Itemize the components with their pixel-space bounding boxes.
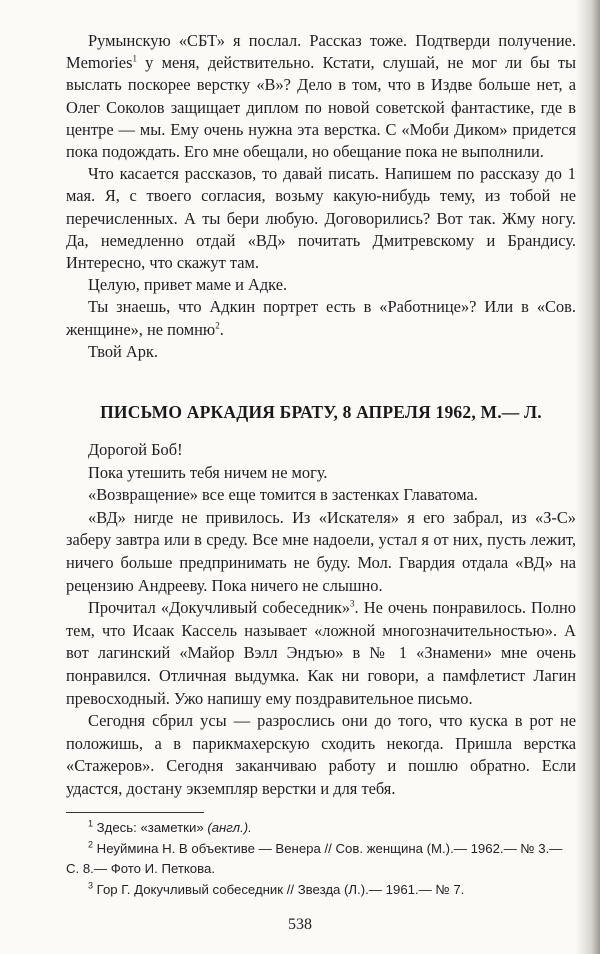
- footnote-1: $^1$ Здесь: «заметки» (англ.).: [88, 818, 252, 835]
- letter-line-5: Сегодня сбрил усы — разрослись они до того, что куска в рот не положишь, а в парикмахерскую сходить некогда. Пришла верстка «Стажеров». Сегодня заканчиваю работу и пошлю обратно. Если удастся, достану экземпляр верстки и для тебя.: [66, 711, 576, 798]
- footnotes: [66, 818, 576, 900]
- letter-line-2: «Возвращение» все еще томится в застенках Главатома.: [88, 485, 478, 505]
- letter-line-1: Пока утешить тебя ничем не могу.: [88, 462, 328, 482]
- letter-body: [66, 439, 576, 801]
- page-number: 538: [288, 916, 312, 933]
- letter-heading: ПИСЬМО АРКАДИЯ БРАТУ, 8 АПРЕЛЯ 1962, М.— Л.: [100, 402, 542, 422]
- footnote-2: $^2$ Неуймина Н. В объективе — Венера // Сов. женщина (М.).— 1962.— № 3.— С. 8.— Фото И. Петкова.: [66, 839, 563, 876]
- paragraph-2: Что касается рассказов, то давай писать. Напишем по рассказу до 1 мая. Я, с твоего согласия, возьму какую-нибудь тему, из тобой не перечисленных. А ты бери любую. Договорились? Вот так. Жму ногу. Да, немедленно отдай «ВД» почитать Дмитревскому и Брандису. Интересно, что скажут там.: [66, 164, 576, 273]
- footnote-ref-1: 1: [132, 53, 137, 64]
- paragraph-1: Румынскую «СБТ» я послал. Рассказ тоже. Подтверди получение. Memories$^1$ у меня, действительно. Кстати, слушай, не мог ли бы ты выслать поскорее верстку «В»? Дело в том, что в Издве больше нет, а Олег Соколов защищает диплом по новой советской фантастике, где в центре — мы. Ему очень нужна эта верстка. С «Моби Диком» придется пока подождать. Его мне обещали, но обещание пока не выполнили.: [66, 31, 576, 162]
- letter-line-3: «ВД» нигде не привилось. Из «Искателя» я его забрал, из «З-С» заберу завтра или в среду. Все мне надоели, устал я от них, пусть лежит, ничего больше предпринимать не буду. Мол. Гвардия отдала «ВД» на рецензию Андрееву. Пока ничего не слышно.: [66, 507, 576, 595]
- greeting: Дорогой Боб!: [88, 440, 183, 459]
- footnote-ref-3: 3: [350, 598, 355, 609]
- letter-line-4: Прочитал «Докучливый собеседник»$^3$. Не очень понравилось. Полно тем, что Исаак Кассель называет «ложной многозначительностью». А вот лагинский «Майор Вэлл Эндъю» в № 1 «Знамени» мне очень понравился. Отличная выдумка. Как ни говори, а памфлетист Лагин превосходный. Ужо напишу ему поздравительное письмо.: [66, 598, 576, 708]
- footnote-3: $^3$ Гор Г. Докучливый собеседник // Звезда (Л.).— 1961.— № 7.: [88, 880, 465, 897]
- signature: Твой Арк.: [88, 341, 158, 361]
- paragraph-3: Целую, привет маме и Адке.: [88, 275, 288, 295]
- paragraph-4: Ты знаешь, что Адкин портрет есть в «Работнице»? Или в «Сов. женщине», не помню$^2$.: [66, 297, 576, 339]
- footnote-ref-2: 2: [215, 320, 220, 331]
- footnote-divider: [66, 812, 204, 813]
- letter-continuation: [66, 30, 576, 363]
